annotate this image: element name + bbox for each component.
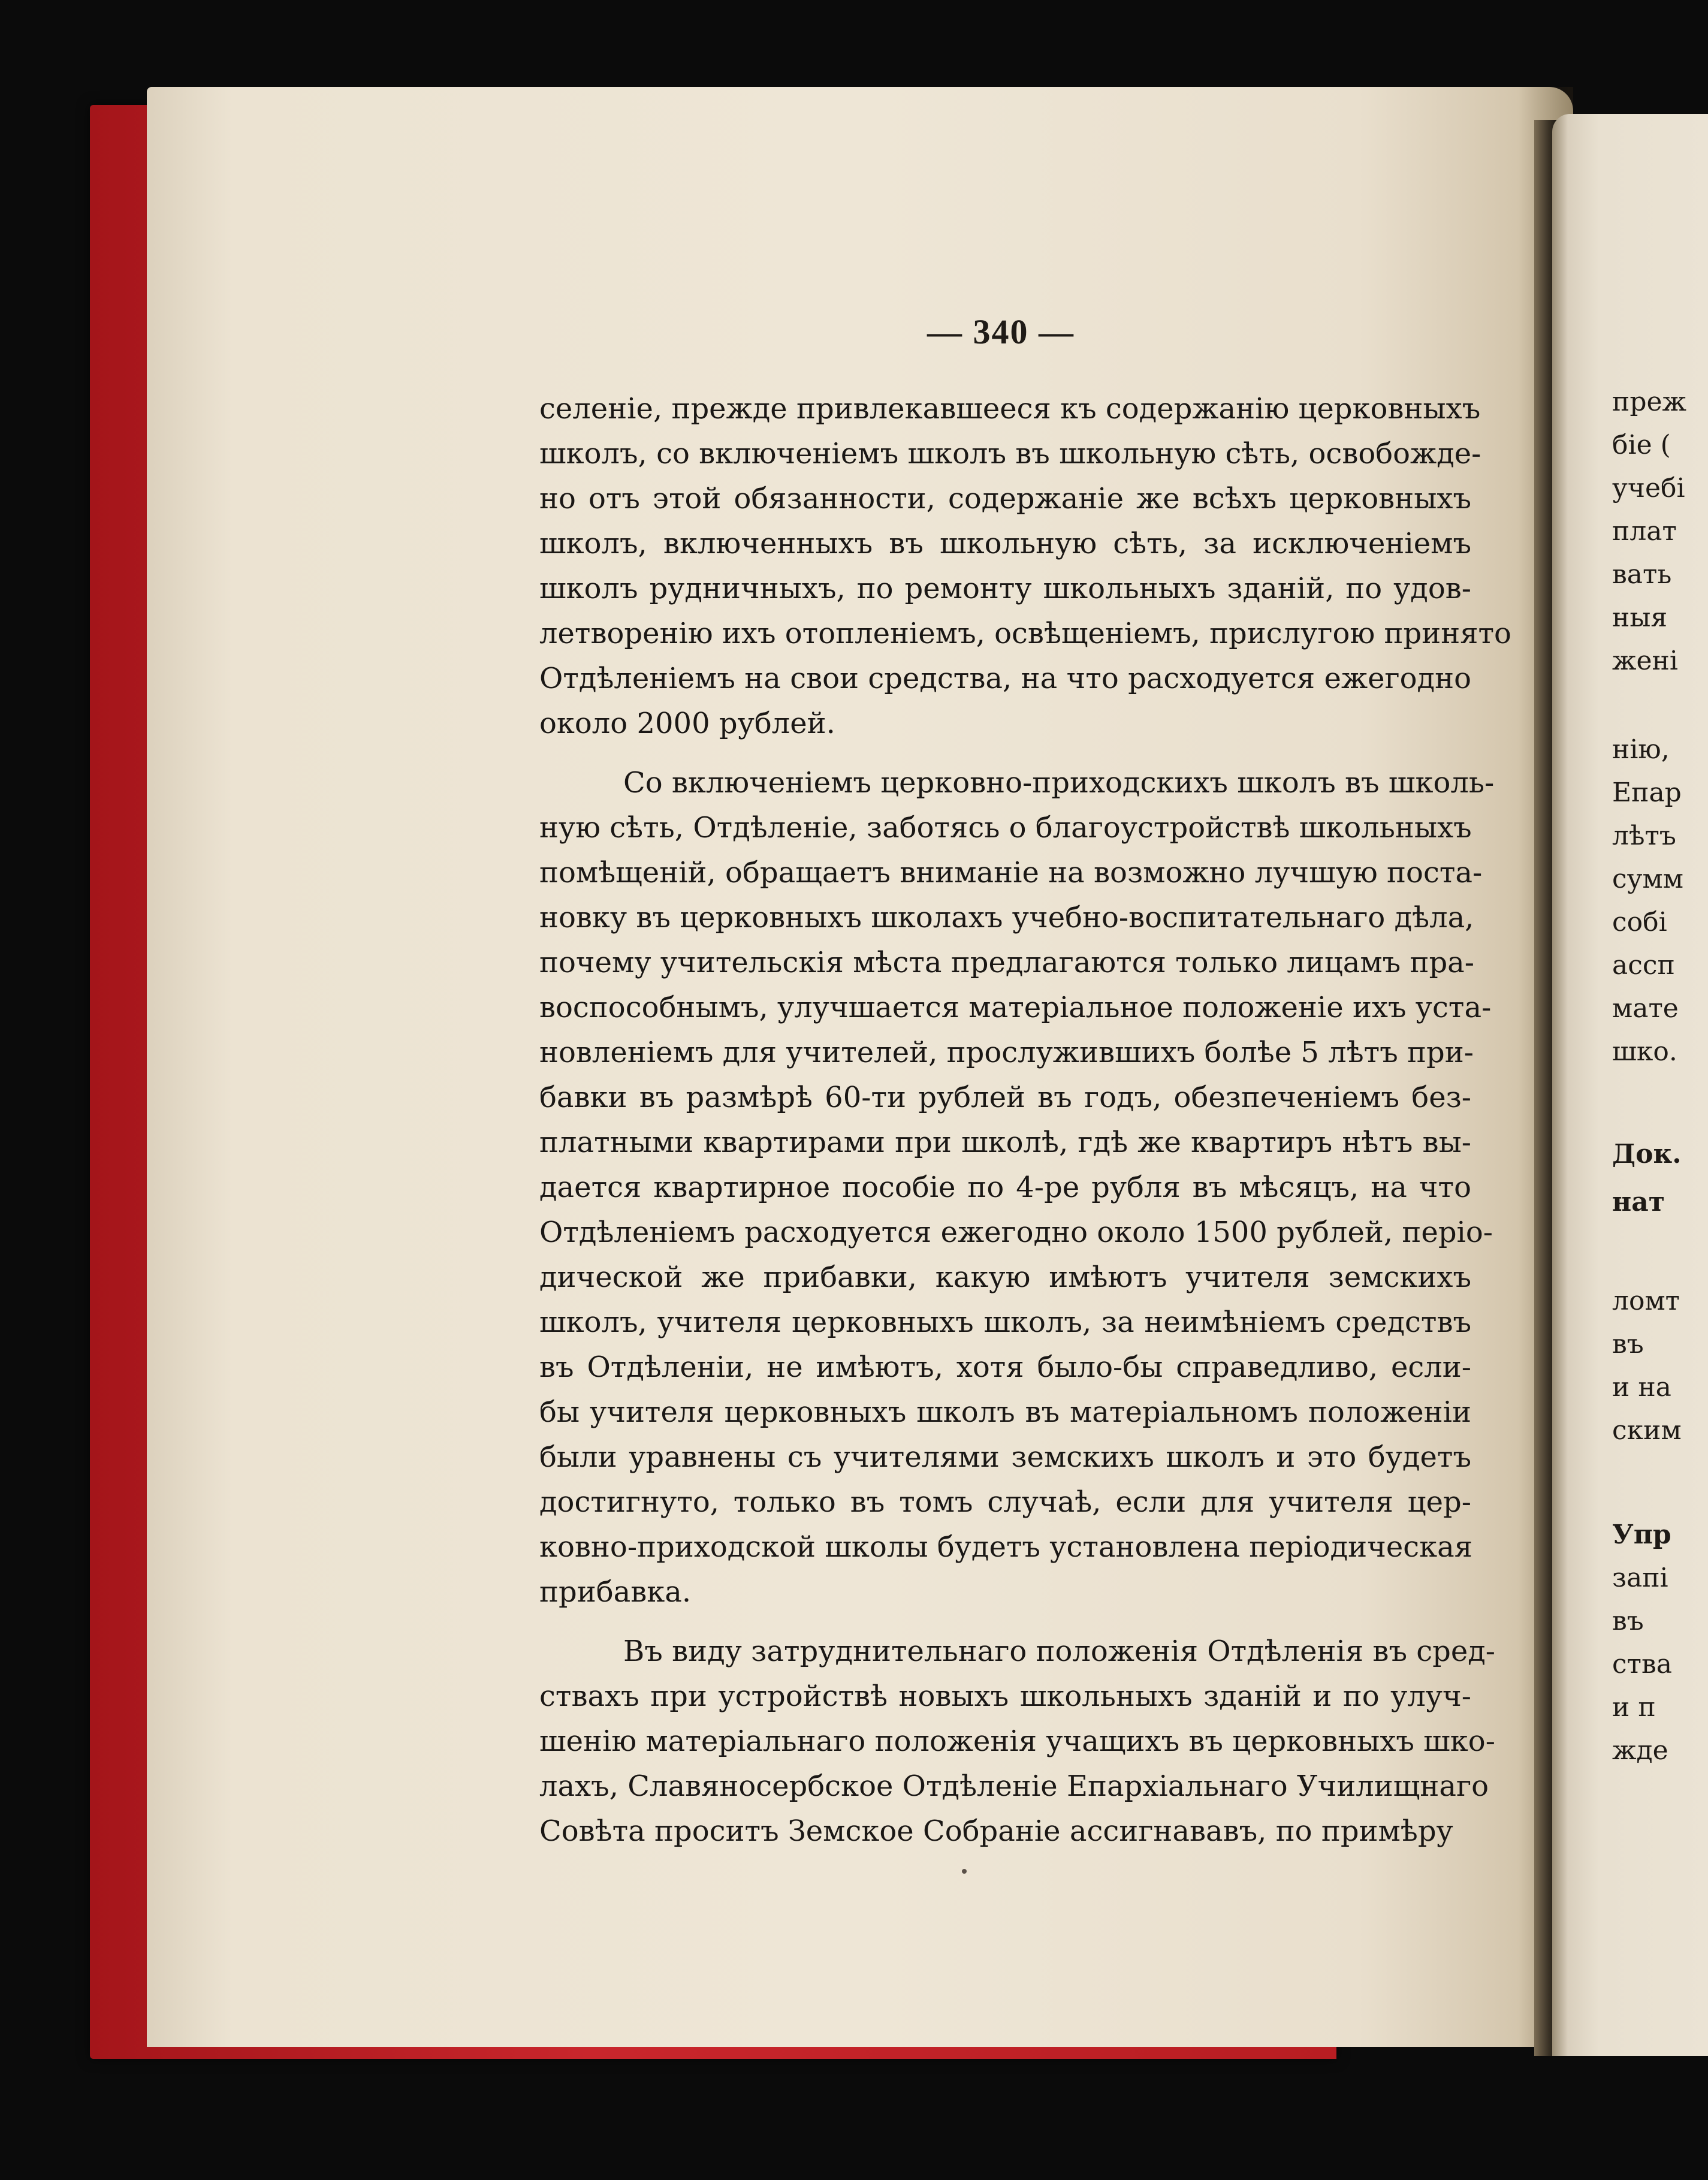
text-line: Со включеніемъ церковно-приходскихъ школъ въ школь-: [623, 766, 1495, 800]
next-page-fragment: ныя: [1612, 602, 1668, 633]
text-line: но отъ этой обязанности, содержаніе же всѣхъ церковныхъ: [539, 482, 1471, 515]
next-page-fragment: жені: [1612, 646, 1678, 676]
next-page-fragment: вать: [1612, 559, 1672, 590]
text-line: бавки въ размѣрѣ 60-ти рублей въ годъ, обезпеченіемъ без-: [539, 1081, 1471, 1114]
next-page-fragment: нат: [1612, 1187, 1665, 1217]
text-line: ствахъ при устройствѣ новыхъ школьныхъ зданій и по улуч-: [539, 1680, 1471, 1713]
text-line: около 2000 рублей.: [539, 707, 835, 740]
next-page-fragment: шко.: [1612, 1036, 1677, 1067]
text-line: воспособнымъ, улучшается матеріальное положеніе ихъ уста-: [539, 991, 1492, 1024]
next-page-fragment: ассп: [1612, 950, 1675, 981]
text-line: школъ, учителя церковныхъ школъ, за неимѣніемъ средствъ: [539, 1305, 1471, 1339]
text-line: школъ, включенныхъ въ школьную сѣть, за исключеніемъ: [539, 527, 1471, 560]
next-page-fragment: и на: [1612, 1372, 1671, 1403]
text-line: шенію матеріальнаго положенія учащихъ въ церковныхъ шко-: [539, 1724, 1495, 1758]
next-page-fragment: сумм: [1612, 864, 1683, 894]
next-page-fragment: жде: [1612, 1735, 1668, 1766]
text-line: Въ виду затруднительнаго положенія Отдѣленія въ сред-: [623, 1635, 1496, 1668]
text-line: помѣщеній, обращаетъ вниманіе на возможно лучшую поста-: [539, 856, 1483, 890]
text-line: лахъ, Славяносербское Отдѣленіе Епархіальнаго Училищнаго: [539, 1769, 1489, 1803]
text-line: школъ, со включеніемъ школъ въ школьную сѣть, освобожде-: [539, 437, 1481, 471]
next-page-fragment: запі: [1612, 1563, 1668, 1593]
next-page-fragment: мате: [1612, 993, 1679, 1024]
text-line: ную сѣть, Отдѣленіе, заботясь о благоустройствѣ школьныхъ: [539, 811, 1472, 845]
text-line: прибавка.: [539, 1575, 692, 1609]
text-line: селеніе, прежде привлекавшееся къ содержанію церковныхъ: [539, 392, 1481, 426]
text-line: бы учителя церковныхъ школъ въ матеріальномъ положеніи: [539, 1395, 1471, 1429]
next-page-fragment: въ: [1612, 1606, 1644, 1636]
next-page-fragment: въ: [1612, 1329, 1644, 1359]
next-page-fragment: ломт: [1612, 1286, 1680, 1316]
text-line: дается квартирное пособіе по 4-ре рубля въ мѣсяцъ, на что: [539, 1171, 1471, 1204]
next-page-fragment: собі: [1612, 907, 1667, 937]
next-page-fragment: Док.: [1612, 1139, 1682, 1169]
text-line: новленіемъ для учителей, прослужившихъ болѣе 5 лѣтъ при-: [539, 1036, 1474, 1069]
text-line: Совѣта проситъ Земское Собраніе ассигнававъ, по примѣру: [539, 1814, 1453, 1848]
text-line: ковно-приходской школы будетъ установлена періодическая: [539, 1530, 1473, 1564]
text-line: новку въ церковныхъ школахъ учебно-воспитательнаго дѣла,: [539, 901, 1474, 934]
text-line: Отдѣленіемъ на свои средства, на что расходуется ежегодно: [539, 662, 1471, 695]
next-page-fragment: Епар: [1612, 777, 1682, 808]
paragraph: [539, 761, 1495, 1615]
text-line: Отдѣленіемъ расходуется ежегодно около 1500 рублей, періо-: [539, 1216, 1493, 1249]
next-page-fragment: лѣтъ: [1612, 821, 1676, 851]
text-line: летворенію ихъ отопленіемъ, освѣщеніемъ, прислугою принято: [539, 617, 1511, 650]
next-page-fragment: преж: [1612, 387, 1687, 417]
text-line: въ Отдѣленіи, не имѣютъ, хотя было-бы справедливо, если-: [539, 1350, 1471, 1384]
next-page-fragment: и п: [1612, 1692, 1656, 1723]
page-body-text: [539, 387, 1511, 1868]
paragraph: [539, 1629, 1496, 1854]
paper-speck: [962, 1869, 967, 1874]
next-page-fragment: ства: [1612, 1649, 1672, 1680]
text-line: дической же прибавки, какую имѣютъ учителя земскихъ: [539, 1261, 1471, 1294]
text-line: школъ рудничныхъ, по ремонту школьныхъ зданій, по удов-: [539, 572, 1471, 605]
next-page-fragment: плат: [1612, 516, 1677, 547]
next-page-fragment: учебі: [1612, 473, 1685, 503]
text-line: достигнуто, только въ томъ случаѣ, если для учителя цер-: [539, 1485, 1471, 1519]
next-page-fragment: Упр: [1612, 1519, 1671, 1550]
paragraph: [539, 387, 1511, 746]
next-page-fragment: біе (: [1612, 430, 1671, 460]
next-page-fragment: ским: [1612, 1415, 1682, 1446]
next-page-fragment: нію,: [1612, 734, 1670, 765]
text-line: платными квартирами при школѣ, гдѣ же квартиръ нѣтъ вы-: [539, 1126, 1471, 1159]
text-line: были уравнены съ учителями земскихъ школъ и это будетъ: [539, 1440, 1471, 1474]
page-number: — 340 —: [927, 312, 1075, 351]
text-line: почему учительскія мѣста предлагаются только лицамъ пра-: [539, 946, 1474, 979]
